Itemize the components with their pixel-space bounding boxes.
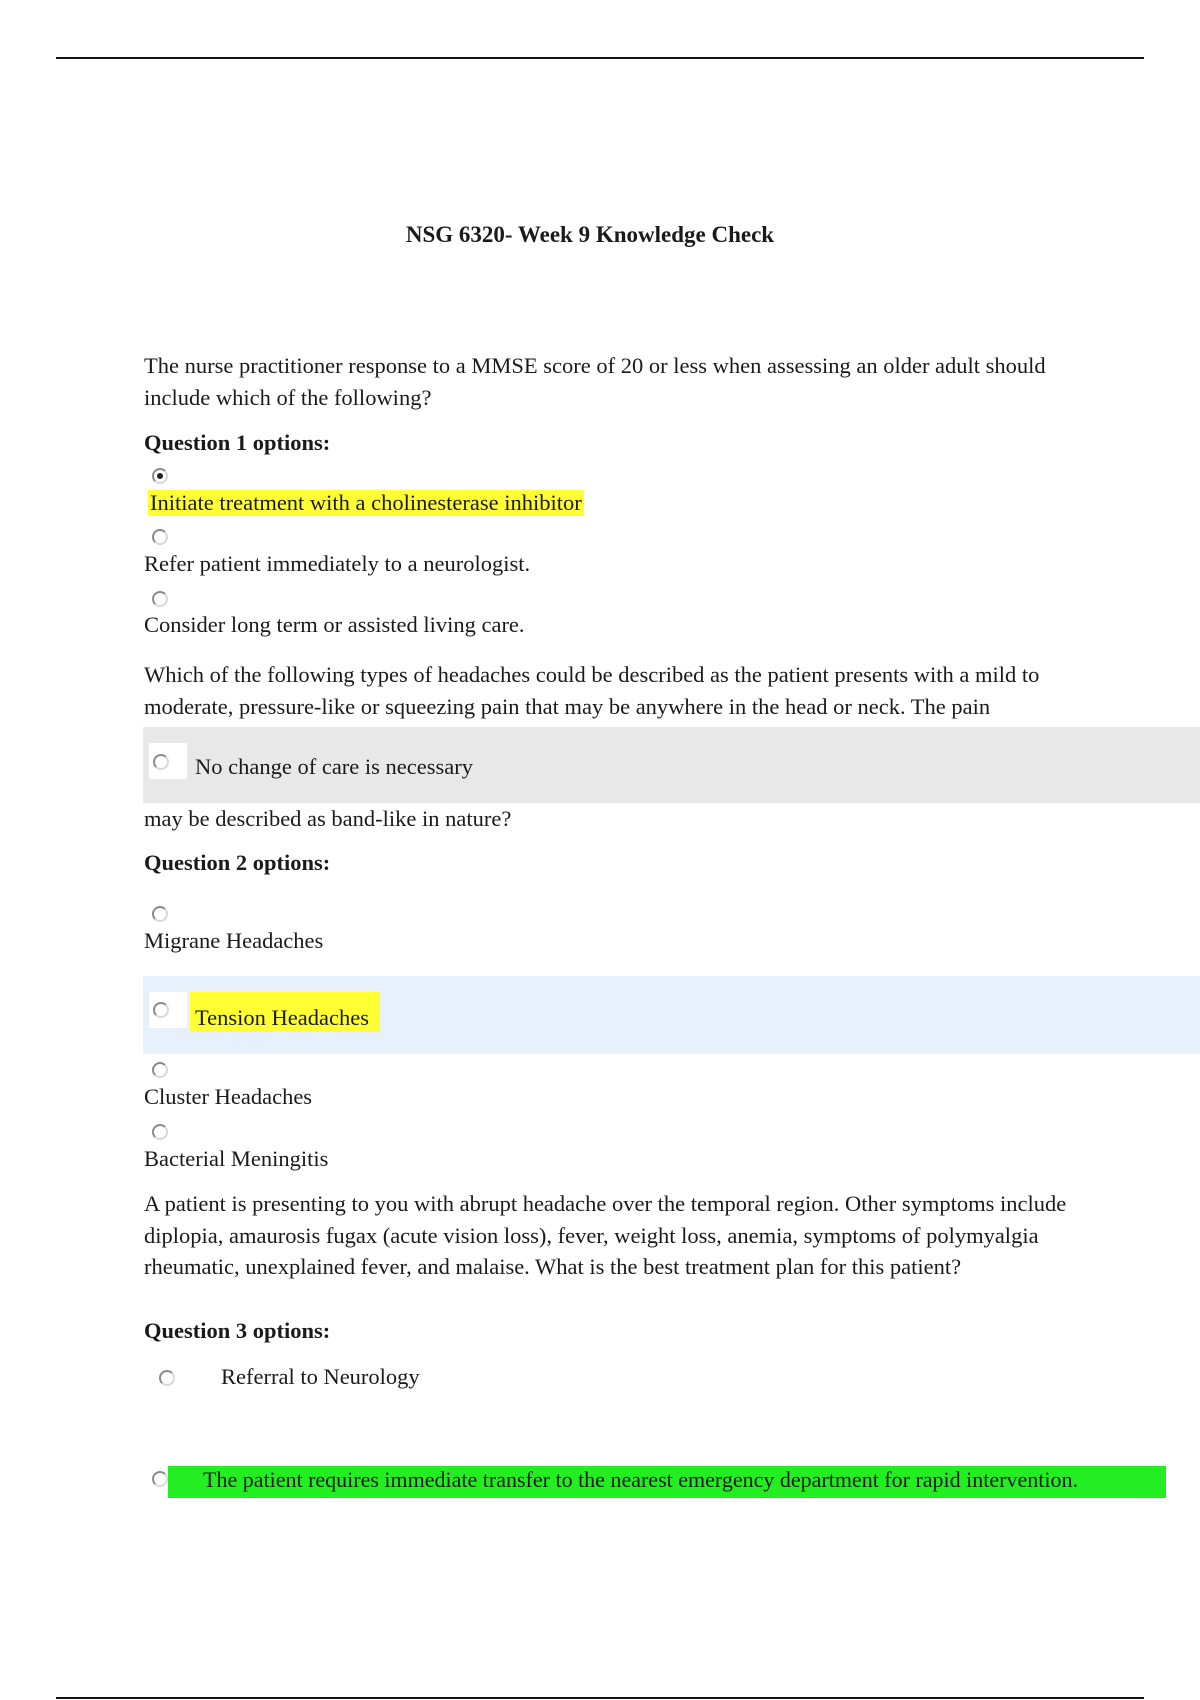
question-1-options-label: Question 1 options:	[144, 430, 331, 455]
q1-option-4-radio[interactable]	[153, 754, 169, 770]
q1-option-2-text: Refer patient immediately to a neurologist.	[144, 551, 531, 576]
q1-option-4-row[interactable]	[143, 727, 1200, 803]
q1-option-3-radio[interactable]	[152, 591, 168, 607]
q3-option-1-radio[interactable]	[159, 1370, 175, 1386]
q2-option-2-row[interactable]	[143, 976, 1200, 1054]
q1-option-1-text: Initiate treatment with a cholinesterase inhibitor	[150, 490, 582, 515]
q2-option-2-radio[interactable]	[153, 1002, 169, 1018]
q2-option-2-text: Tension Headaches	[195, 1005, 369, 1030]
question-2-options-label: Question 2 options:	[144, 850, 331, 875]
q3-option-2-radio[interactable]	[152, 1471, 168, 1487]
q3-option-1-text: Referral to Neurology	[221, 1364, 420, 1389]
bottom-rule	[56, 1697, 1144, 1699]
top-rule	[56, 57, 1144, 59]
question-3-prompt: A patient is presenting to you with abrupt headache over the temporal region. Other symptoms include diplopia, amaurosis fugax (acute vision loss), fever, weight loss, anemia, symptoms of polymyalgia rheumatic, unexplained fever, and malaise. What is the best treatment plan for this patient?	[144, 1191, 1067, 1279]
q1-option-3-text: Consider long term or assisted living care.	[144, 612, 525, 637]
question-1-prompt: The nurse practitioner response to a MMSE score of 20 or less when assessing an older adult should include which of the following?	[144, 353, 1046, 410]
q1-option-1-radio[interactable]	[152, 468, 168, 484]
q2-option-4-radio[interactable]	[152, 1124, 168, 1140]
q2-option-3-text: Cluster Headaches	[144, 1084, 313, 1109]
q3-option-2-text: The patient requires immediate transfer to the nearest emergency department for rapid intervention.	[203, 1467, 1078, 1492]
q1-option-4-text: No change of care is necessary	[195, 754, 473, 779]
q2-option-1-text: Migrane Headaches	[144, 928, 324, 953]
q2-option-1-radio[interactable]	[152, 906, 168, 922]
document-title: NSG 6320- Week 9 Knowledge Check	[405, 222, 775, 247]
question-2-prompt-part1: Which of the following types of headaches could be described as the patient presents with a mild to moderate, pressure-like or squeezing pain that may be anywhere in the head or neck. The pain	[144, 662, 1040, 719]
q2-option-4-text: Bacterial Meningitis	[144, 1146, 329, 1171]
question-3-options-label: Question 3 options:	[144, 1318, 331, 1343]
q1-option-2-radio[interactable]	[152, 529, 168, 545]
q2-option-3-radio[interactable]	[152, 1062, 168, 1078]
question-2-prompt-part2: may be described as band-like in nature?	[144, 806, 512, 831]
